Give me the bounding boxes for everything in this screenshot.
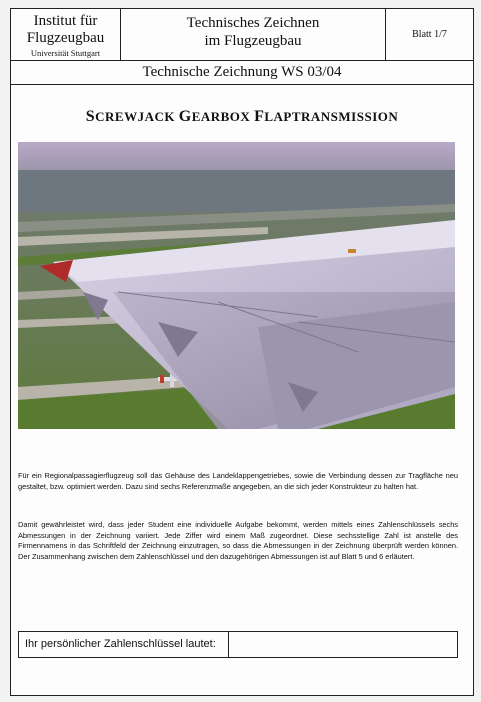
title-initial: S — [85, 108, 96, 125]
personal-key-field[interactable] — [229, 632, 457, 657]
title-initial: F — [254, 108, 265, 125]
intro-paragraph: Für ein Regionalpassagierflugzeug soll das Gehäuse des Landeklappengetriebes, sowie die Verbindung dessen zur Tragfläche neu gestaltet, bzw. optimiert werden. Dazu sind sechs Referenzmaße angegeben, an die sich jeder Konstrukteur zu halten hat. — [18, 471, 458, 491]
personal-key-label: Ihr persönlicher Zahlenschlüssel lautet: — [19, 632, 229, 657]
title-word: LAPTRANSMISSION — [264, 109, 399, 124]
institute-cell — [11, 9, 121, 60]
institute-name-line2: Flugzeugbau — [26, 30, 105, 46]
aircraft-wing-photo — [18, 142, 455, 429]
personal-key-box — [18, 631, 458, 658]
institute-name-line1: Institut für — [33, 13, 98, 29]
university-name: Universität Stuttgart — [30, 48, 101, 58]
sheet-number: Blatt 1/7 — [412, 29, 447, 40]
sheet-cell — [386, 9, 473, 60]
title-block-header — [11, 9, 473, 61]
document-frame — [10, 8, 474, 696]
course-cell — [121, 9, 386, 60]
drawing-subheader: Technische Zeichnung WS 03/04 — [11, 61, 473, 85]
course-title-line1: Technisches Zeichnen — [186, 15, 320, 31]
title-initial: G — [178, 108, 192, 125]
document-title — [11, 108, 473, 126]
instructions-paragraph: Damit gewährleistet wird, dass jeder Student eine individuelle Aufgabe bekommt, werden mittels eines Zahlenschlüssels sechs Abmessungen in der Zeichnung variiert. Jede Ziffer wird einem Maß zugeordnet. Diese sechsstellige Zahl ist anstelle des Firmennamens in das Schriftfeld der Zeichnung einzutragen, so dass die Abmessungen in der Zeichnung überprüft werden können. Der Zusammenhang zwischen dem Zahlenschlüssel und den dazugehörigen Abmessungen ist auf Blatt 5 und 6 erläutert. — [18, 520, 458, 561]
title-word: CREWJACK — [95, 109, 175, 124]
course-title-line2: im Flugzeugbau — [204, 33, 302, 49]
title-word: EARBOX — [191, 109, 251, 124]
